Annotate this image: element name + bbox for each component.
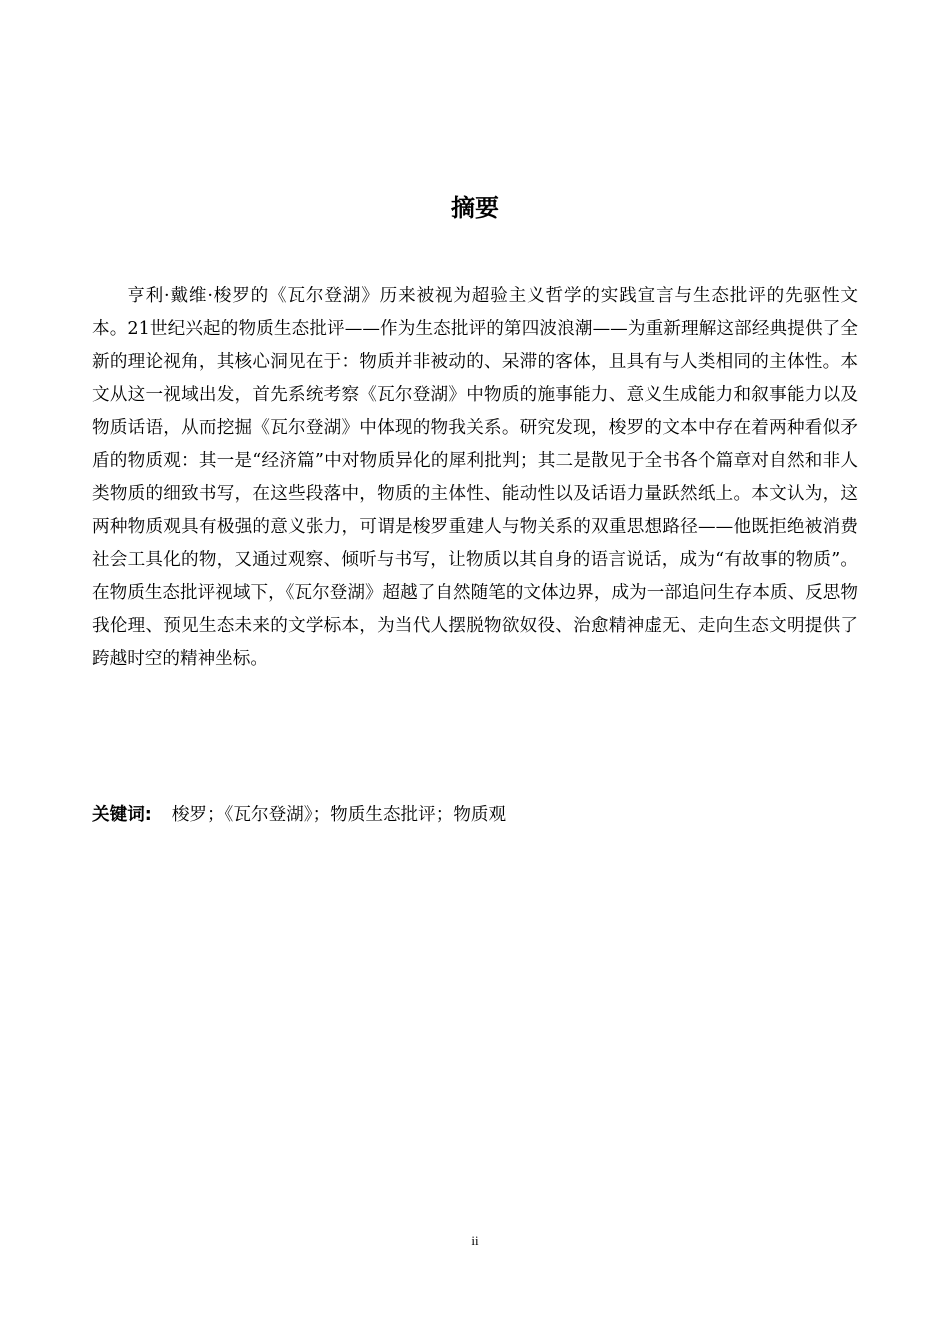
keywords-list: 梭罗；《瓦尔登湖》；物质生态批评；物质观 [171,805,507,825]
abstract-body: 亨利·戴维·梭罗的《瓦尔登湖》历来被视为超验主义哲学的实践宣言与生态批评的先驱性文本。21世纪兴起的物质生态批评——作为生态批评的第四波浪潮——为重新理解这部经典提供了全新的理论视角，其核心洞见在于：物质并非被动的、呆滞的客体，且具有与人类相同的主体性。本文从这一视域出发，首先系统考察《瓦尔登湖》中物质的施事能力、意义生成能力和叙事能力以及物质话语，从而挖掘《瓦尔登湖》中体现的物我关系。研究发现，梭罗的文本中存在着两种看似矛盾的物质观：其一是“经济篇”中对物质异化的犀利批判；其二是散见于全书各个篇章对自然和非人类物质的细致书写，在这些段落中，物质的主体性、能动性以及话语力量跃然纸上。本文认为，这两种物质观具有极强的意义张力，可谓是梭罗重建人与物关系的双重思想路径——他既拒绝被消费社会工具化的物，又通过观察、倾听与书写，让物质以其自身的语言说话，成为“有故事的物质”。在物质生态批评视域下，《瓦尔登湖》超越了自然随笔的文体边界，成为一部追问生存本质、反思物我伦理、预见生态未来的文学标本，为当代人摆脱物欲奴役、治愈精神虚无、走向生态文明提供了跨越时空的精神坐标。 [92,286,858,669]
page-number: ii [471,1233,479,1248]
page-title: 摘要 [451,194,499,222]
keywords-label: 关键词: [92,805,152,825]
keywords-line [92,800,858,830]
